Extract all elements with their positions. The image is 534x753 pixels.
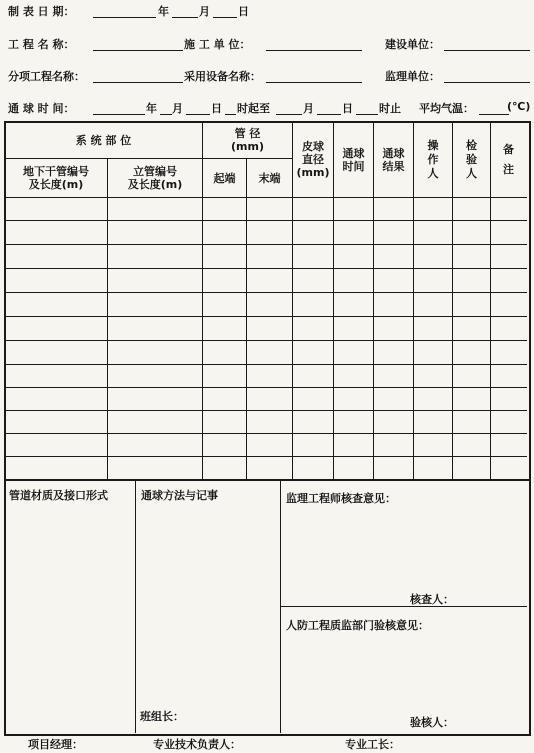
time-day2-blank[interactable] bbox=[317, 114, 341, 115]
remarks-line1: 备 bbox=[503, 142, 514, 156]
system-part-header: 系 统 部 位 bbox=[75, 133, 132, 147]
date-year-blank[interactable] bbox=[93, 17, 156, 18]
method-label: 通球方法与记事 bbox=[141, 489, 218, 502]
row-line bbox=[5, 244, 527, 245]
sub-project-field[interactable] bbox=[93, 82, 183, 83]
material-label: 管道材质及接口形式 bbox=[9, 489, 108, 502]
civil-defense-field[interactable] bbox=[282, 634, 525, 710]
avg-temp-label: 平均气温： bbox=[419, 102, 474, 115]
verifier-label: 验核人： bbox=[410, 716, 454, 729]
ball-result-line2: 结果 bbox=[382, 159, 405, 173]
time-day2-label: 日 bbox=[342, 102, 353, 115]
supervisor-unit-label: 监理单位： bbox=[385, 70, 440, 83]
col-line bbox=[107, 159, 108, 479]
method-field[interactable] bbox=[137, 506, 279, 704]
underground-line1: 地下干管编号 bbox=[23, 165, 89, 178]
remarks-line2: 注 bbox=[503, 162, 514, 176]
riser-line2: 及长度(m) bbox=[127, 178, 183, 191]
date-label: 制 表 日 期： bbox=[8, 5, 75, 18]
inspector-line3: 人 bbox=[466, 166, 477, 180]
time-hour2-blank[interactable] bbox=[356, 114, 378, 115]
ball-diameter-header bbox=[293, 122, 333, 197]
row-line bbox=[5, 316, 527, 317]
row-line bbox=[5, 364, 527, 365]
supervisor-unit-field[interactable] bbox=[444, 82, 530, 83]
row-line bbox=[5, 410, 527, 411]
equipment-field[interactable] bbox=[266, 82, 362, 83]
ball-diameter-line2: 直径 bbox=[302, 153, 324, 166]
ball-time-line1: 通球 bbox=[342, 146, 365, 160]
year-label: 年 bbox=[158, 5, 169, 18]
project-name-field[interactable] bbox=[93, 50, 183, 51]
operator-line2: 作 bbox=[427, 152, 439, 166]
project-name-label: 工 程 名 称： bbox=[8, 38, 75, 51]
end-end-header: 末端 bbox=[258, 171, 281, 185]
foreman-label: 专业工长： bbox=[345, 738, 400, 751]
ball-time-line2: 时间 bbox=[342, 159, 365, 173]
time-start-label: 时起至 bbox=[237, 102, 270, 115]
row-line bbox=[5, 433, 527, 434]
pipe-diameter-unit: (mm) bbox=[231, 140, 264, 153]
row-line bbox=[5, 220, 527, 221]
time-end-label: 时止 bbox=[379, 102, 401, 115]
riser-pipe-header bbox=[108, 159, 202, 197]
time-month2-blank[interactable] bbox=[276, 114, 302, 115]
row-line bbox=[5, 456, 527, 457]
underground-pipe-header bbox=[5, 159, 107, 197]
builder-unit-field[interactable] bbox=[444, 50, 530, 51]
ball-diameter-line3: (mm) bbox=[296, 166, 330, 179]
checker-label: 核查人： bbox=[410, 593, 454, 606]
sub-project-label: 分项工程名称： bbox=[8, 70, 85, 83]
row-line bbox=[5, 292, 527, 293]
lower-row-line bbox=[281, 606, 527, 607]
construction-unit-label: 施 工 单 位： bbox=[184, 38, 251, 51]
inspector-line1: 检 bbox=[466, 138, 477, 152]
riser-line1: 立管编号 bbox=[133, 165, 177, 178]
time-hour-blank[interactable] bbox=[225, 114, 236, 115]
pipe-diameter-header bbox=[203, 122, 292, 158]
equipment-label: 采用设备名称： bbox=[184, 70, 261, 83]
temp-unit: (℃) bbox=[507, 100, 531, 113]
operator-header bbox=[414, 122, 452, 197]
month-label: 月 bbox=[199, 5, 210, 18]
ball-result-header bbox=[374, 122, 413, 197]
time-label: 通 球 时 间： bbox=[8, 102, 75, 115]
underground-line2: 及长度(m) bbox=[28, 178, 84, 191]
remarks-header bbox=[491, 122, 526, 197]
lower-col-line bbox=[135, 480, 136, 733]
supervisor-opinion-label: 监理工程师核查意见： bbox=[286, 492, 396, 505]
header-bottom-line bbox=[5, 197, 527, 198]
operator-line3: 人 bbox=[427, 166, 439, 180]
ball-result-line1: 通球 bbox=[382, 146, 405, 160]
time-month2-label: 月 bbox=[303, 102, 314, 115]
col-line bbox=[246, 159, 247, 479]
time-year-blank[interactable] bbox=[93, 114, 145, 115]
time-day-blank[interactable] bbox=[186, 114, 210, 115]
row-line bbox=[5, 340, 527, 341]
inspector-line2: 验 bbox=[466, 152, 477, 166]
row-line bbox=[5, 268, 527, 269]
start-end-header: 起端 bbox=[213, 171, 236, 185]
construction-unit-field[interactable] bbox=[266, 50, 362, 51]
time-year-label: 年 bbox=[146, 102, 157, 115]
time-month-label: 月 bbox=[172, 102, 183, 115]
time-month-blank[interactable] bbox=[160, 114, 172, 115]
date-month-blank[interactable] bbox=[172, 17, 198, 18]
builder-unit-label: 建设单位： bbox=[385, 38, 440, 51]
avg-temp-blank[interactable] bbox=[479, 114, 509, 115]
pipe-diameter-title: 管 径 bbox=[234, 127, 261, 140]
civil-defense-label: 人防工程质监部门验核意见： bbox=[286, 619, 429, 632]
ball-diameter-line1: 皮球 bbox=[302, 140, 324, 153]
date-day-blank[interactable] bbox=[213, 17, 237, 18]
operator-line1: 操 bbox=[427, 138, 439, 152]
time-day-label: 日 bbox=[211, 102, 222, 115]
day-label: 日 bbox=[238, 5, 249, 18]
material-field[interactable] bbox=[6, 506, 134, 731]
tech-lead-label: 专业技术负责人： bbox=[153, 738, 241, 751]
inspector-header bbox=[453, 122, 490, 197]
row-line bbox=[5, 387, 527, 388]
project-manager-label: 项目经理： bbox=[28, 738, 83, 751]
ball-time-header bbox=[334, 122, 373, 197]
supervisor-opinion-field[interactable] bbox=[282, 508, 525, 588]
team-leader-label: 班组长： bbox=[140, 710, 184, 723]
